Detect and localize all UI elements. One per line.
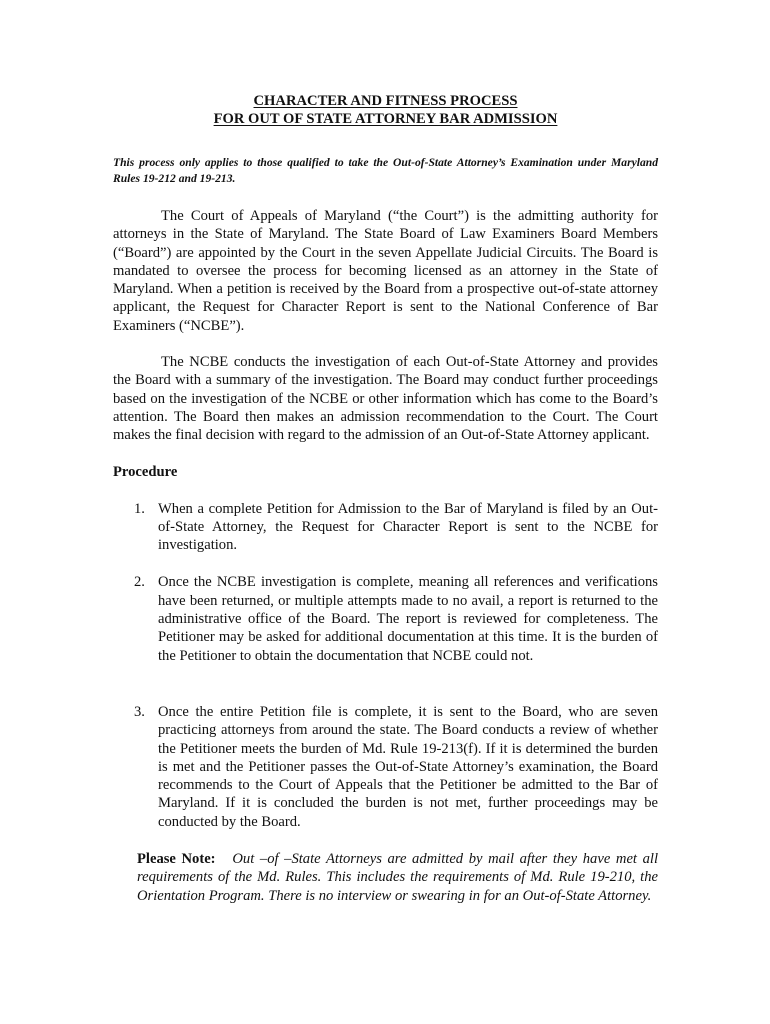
step-number: 2. <box>134 574 145 591</box>
title-line-2: FOR OUT OF STATE ATTORNEY BAR ADMISSION <box>213 111 558 127</box>
applicability-note: This process only applies to those qualified to take the Out-of-State Attorney’s Examination under Maryland Rules 19-212 and 19-213. <box>113 156 658 185</box>
please-note-label: Please Note: <box>137 851 227 868</box>
paragraph-court-authority: The Court of Appeals of Maryland (“the Court”) is the admitting authority for attorneys in the State of Maryland. The State Board of Law Examiners Board Members (“Board”) are appointed by the Court in the seven Appellate Judicial Circuits. The Board is mandated to oversee the process for becoming licensed as an attorney in the State of Maryland. When a petition is received by the Board from a prospective out-of-state attorney applicant, the Request for Character Report is sent to the National Conference of Bar Examiners (“NCBE”). <box>113 208 658 334</box>
paragraph-ncbe-investigation: The NCBE conducts the investigation of each Out-of-State Attorney and provides the Board with a summary of the investigation. The Board may conduct further proceedings based on the investigation of the NCBE or other information which has come to the Board’s attention. The Board then makes an admission recommendation to the Court. The Court makes the final decision with regard to the admission of an Out-of-State Attorney applicant. <box>113 354 658 444</box>
procedure-step <box>113 500 658 555</box>
step-text: Once the entire Petition file is complete, it is sent to the Board, who are seven practicing attorneys from around the state. The Board conducts a review of whether the Petitioner meets the burden of Md. Rule 19-213(f). If it is determined the burden is met and the Petitioner passes the Out-of-State Attorney’s examination, the Board recommends to the Court of Appeals that the Petitioner be admitted to the Bar of Maryland. If it is concluded the burden is not met, further proceedings may be conducted by the Board. <box>158 703 658 830</box>
procedure-step <box>113 703 658 831</box>
procedure-step <box>113 573 658 664</box>
document-title <box>113 92 658 128</box>
please-note <box>137 850 658 905</box>
step-number: 1. <box>134 500 145 517</box>
procedure-heading: Procedure <box>113 463 178 480</box>
step-number: 3. <box>134 703 145 720</box>
title-line-1: CHARACTER AND FITNESS PROCESS <box>253 93 518 109</box>
please-note-text: Out –of –State Attorneys are admitted by mail after they have met all requirements of the Md. Rules. This includes the requirements of Md. Rule 19-210, the Orientation Program. There is no interview or swearing in for an Out-of-State Attorney. <box>137 851 658 904</box>
procedure-list <box>113 500 658 831</box>
step-text: When a complete Petition for Admission to the Bar of Maryland is filed by an Out-of-State Attorney, the Request for Character Report is sent to the NCBE for investigation. <box>158 500 658 554</box>
document-page <box>113 92 658 905</box>
step-text: Once the NCBE investigation is complete, meaning all references and verifications have been returned, or multiple attempts made to no avail, a report is returned to the administrative office of the Board. The report is reviewed for completeness. The Petitioner may be asked for additional documentation at this time. It is the burden of the Petitioner to obtain the documentation that NCBE could not. <box>158 574 658 664</box>
